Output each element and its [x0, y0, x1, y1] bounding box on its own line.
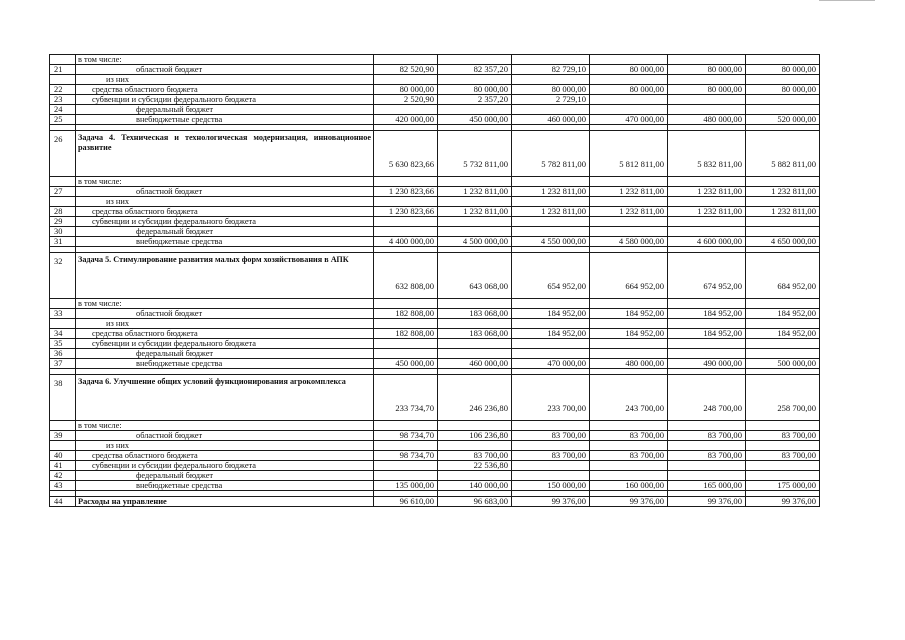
amount-cell-5	[668, 339, 746, 349]
row-description: субвенции и субсидии федерального бюджета	[76, 461, 374, 471]
row-description: областной бюджет	[76, 309, 374, 319]
table-row	[50, 481, 820, 491]
row-number	[50, 319, 76, 329]
amount-cell-2	[438, 105, 512, 115]
amount-cell-3: 233 700,00	[512, 375, 590, 421]
row-description: средства областного бюджета	[76, 207, 374, 217]
amount-cell-3: 80 000,00	[512, 85, 590, 95]
row-description: федеральный бюджет	[76, 349, 374, 359]
amount-cell-2: 643 068,00	[438, 253, 512, 299]
amount-cell-6	[746, 217, 820, 227]
row-description: Задача 5. Стимулирование развития малых форм хозяйствования в АПК	[76, 253, 374, 299]
amount-cell-6: 500 000,00	[746, 359, 820, 369]
row-number: 32	[50, 253, 76, 299]
table-row	[50, 471, 820, 481]
row-description: из них	[76, 197, 374, 207]
amount-cell-5	[668, 349, 746, 359]
amount-cell-4: 83 700,00	[590, 431, 668, 441]
amount-cell-5	[668, 217, 746, 227]
table-row	[50, 55, 820, 65]
amount-cell-4: 243 700,00	[590, 375, 668, 421]
amount-cell-5	[668, 197, 746, 207]
table-row	[50, 115, 820, 125]
row-description: в том числе:	[76, 421, 374, 431]
amount-cell-3	[512, 55, 590, 65]
row-description: внебюджетные средства	[76, 237, 374, 247]
row-description: федеральный бюджет	[76, 105, 374, 115]
amount-cell-6	[746, 95, 820, 105]
amount-cell-2: 83 700,00	[438, 451, 512, 461]
row-description: Задача 6. Улучшение общих условий функционирования агрокомплекса	[76, 375, 374, 421]
amount-cell-1	[374, 441, 438, 451]
amount-cell-6	[746, 461, 820, 471]
row-number: 42	[50, 471, 76, 481]
amount-cell-4	[590, 75, 668, 85]
amount-cell-6	[746, 197, 820, 207]
task-row	[50, 131, 820, 177]
table-row	[50, 207, 820, 217]
row-description: внебюджетные средства	[76, 115, 374, 125]
amount-cell-4	[590, 197, 668, 207]
amount-cell-5: 4 600 000,00	[668, 237, 746, 247]
table-row	[50, 349, 820, 359]
table-row	[50, 105, 820, 115]
row-number: 24	[50, 105, 76, 115]
amount-cell-2: 450 000,00	[438, 115, 512, 125]
amount-cell-2	[438, 217, 512, 227]
amount-cell-1: 182 808,00	[374, 309, 438, 319]
amount-cell-4	[590, 95, 668, 105]
table-row	[50, 421, 820, 431]
amount-cell-3	[512, 421, 590, 431]
amount-cell-1: 1 230 823,66	[374, 207, 438, 217]
amount-cell-1	[374, 227, 438, 237]
amount-cell-6: 5 882 811,00	[746, 131, 820, 177]
amount-cell-6	[746, 441, 820, 451]
table-row	[50, 431, 820, 441]
row-description: внебюджетные средства	[76, 359, 374, 369]
row-number: 21	[50, 65, 76, 75]
row-description: средства областного бюджета	[76, 85, 374, 95]
row-description: средства областного бюджета	[76, 329, 374, 339]
row-number: 29	[50, 217, 76, 227]
amount-cell-1: 4 400 000,00	[374, 237, 438, 247]
amount-cell-2: 140 000,00	[438, 481, 512, 491]
row-number: 34	[50, 329, 76, 339]
amount-cell-2	[438, 421, 512, 431]
amount-cell-5	[668, 441, 746, 451]
row-number: 41	[50, 461, 76, 471]
amount-cell-2: 4 500 000,00	[438, 237, 512, 247]
row-number: 39	[50, 431, 76, 441]
amount-cell-6: 80 000,00	[746, 65, 820, 75]
row-number: 37	[50, 359, 76, 369]
amount-cell-3: 1 232 811,00	[512, 207, 590, 217]
amount-cell-4: 99 376,00	[590, 497, 668, 507]
amount-cell-6: 1 232 811,00	[746, 207, 820, 217]
amount-cell-4: 470 000,00	[590, 115, 668, 125]
amount-cell-4: 80 000,00	[590, 85, 668, 95]
amount-cell-2	[438, 471, 512, 481]
amount-cell-3: 99 376,00	[512, 497, 590, 507]
row-number: 23	[50, 95, 76, 105]
amount-cell-5: 1 232 811,00	[668, 187, 746, 197]
amount-cell-2: 96 683,00	[438, 497, 512, 507]
amount-cell-3: 184 952,00	[512, 309, 590, 319]
table-row	[50, 339, 820, 349]
amount-cell-3	[512, 299, 590, 309]
amount-cell-2	[438, 227, 512, 237]
amount-cell-4	[590, 177, 668, 187]
amount-cell-2: 246 236,80	[438, 375, 512, 421]
amount-cell-1: 450 000,00	[374, 359, 438, 369]
amount-cell-4	[590, 217, 668, 227]
amount-cell-5: 480 000,00	[668, 115, 746, 125]
amount-cell-5: 248 700,00	[668, 375, 746, 421]
amount-cell-6	[746, 339, 820, 349]
table-row	[50, 329, 820, 339]
table-row	[50, 461, 820, 471]
amount-cell-5	[668, 95, 746, 105]
amount-cell-2	[438, 299, 512, 309]
amount-cell-4: 480 000,00	[590, 359, 668, 369]
amount-cell-1	[374, 75, 438, 85]
amount-cell-2: 1 232 811,00	[438, 187, 512, 197]
amount-cell-5: 5 832 811,00	[668, 131, 746, 177]
amount-cell-1	[374, 349, 438, 359]
amount-cell-4	[590, 319, 668, 329]
amount-cell-6: 1 232 811,00	[746, 187, 820, 197]
row-description: федеральный бюджет	[76, 471, 374, 481]
amount-cell-5	[668, 227, 746, 237]
amount-cell-4: 80 000,00	[590, 65, 668, 75]
amount-cell-3: 184 952,00	[512, 329, 590, 339]
amount-cell-2: 82 357,20	[438, 65, 512, 75]
amount-cell-1	[374, 471, 438, 481]
amount-cell-5	[668, 105, 746, 115]
row-description: в том числе:	[76, 177, 374, 187]
amount-cell-3: 82 729,10	[512, 65, 590, 75]
table-row	[50, 309, 820, 319]
amount-cell-2: 2 357,20	[438, 95, 512, 105]
amount-cell-5	[668, 299, 746, 309]
amount-cell-1	[374, 55, 438, 65]
amount-cell-5: 490 000,00	[668, 359, 746, 369]
amount-cell-6	[746, 177, 820, 187]
row-number	[50, 177, 76, 187]
amount-cell-5	[668, 471, 746, 481]
row-description: областной бюджет	[76, 431, 374, 441]
amount-cell-4	[590, 105, 668, 115]
amount-cell-3: 654 952,00	[512, 253, 590, 299]
row-description: субвенции и субсидии федерального бюджета	[76, 217, 374, 227]
row-number	[50, 55, 76, 65]
row-number	[50, 75, 76, 85]
amount-cell-3: 83 700,00	[512, 451, 590, 461]
amount-cell-6: 83 700,00	[746, 431, 820, 441]
table-row	[50, 227, 820, 237]
amount-cell-3	[512, 177, 590, 187]
amount-cell-4	[590, 227, 668, 237]
amount-cell-3: 5 782 811,00	[512, 131, 590, 177]
amount-cell-1	[374, 319, 438, 329]
table-row	[50, 451, 820, 461]
amount-cell-1: 420 000,00	[374, 115, 438, 125]
amount-cell-5: 80 000,00	[668, 85, 746, 95]
amount-cell-5: 184 952,00	[668, 329, 746, 339]
page-edge-mark	[819, 0, 875, 1]
amount-cell-5: 184 952,00	[668, 309, 746, 319]
amount-cell-1	[374, 105, 438, 115]
amount-cell-6	[746, 55, 820, 65]
amount-cell-3: 460 000,00	[512, 115, 590, 125]
amount-cell-3: 4 550 000,00	[512, 237, 590, 247]
amount-cell-2	[438, 441, 512, 451]
row-number: 22	[50, 85, 76, 95]
amount-cell-2: 22 536,80	[438, 461, 512, 471]
amount-cell-3	[512, 461, 590, 471]
row-number: 35	[50, 339, 76, 349]
row-description: средства областного бюджета	[76, 451, 374, 461]
amount-cell-5	[668, 75, 746, 85]
amount-cell-4: 184 952,00	[590, 329, 668, 339]
row-description: из них	[76, 75, 374, 85]
amount-cell-1: 98 734,70	[374, 431, 438, 441]
amount-cell-6	[746, 227, 820, 237]
amount-cell-6	[746, 349, 820, 359]
row-description: внебюджетные средства	[76, 481, 374, 491]
amount-cell-3: 470 000,00	[512, 359, 590, 369]
amount-cell-2: 106 236,80	[438, 431, 512, 441]
amount-cell-1: 96 610,00	[374, 497, 438, 507]
amount-cell-1	[374, 177, 438, 187]
table-row	[50, 299, 820, 309]
row-description: федеральный бюджет	[76, 227, 374, 237]
row-description: в том числе:	[76, 55, 374, 65]
row-number: 40	[50, 451, 76, 461]
amount-cell-4	[590, 339, 668, 349]
amount-cell-2: 1 232 811,00	[438, 207, 512, 217]
row-number	[50, 299, 76, 309]
table-row	[50, 187, 820, 197]
row-number	[50, 421, 76, 431]
amount-cell-1: 80 000,00	[374, 85, 438, 95]
amount-cell-3	[512, 349, 590, 359]
budget-table-body	[50, 55, 820, 507]
amount-cell-6	[746, 471, 820, 481]
row-description: Расходы на управление	[76, 497, 374, 507]
task-row	[50, 253, 820, 299]
amount-cell-3	[512, 319, 590, 329]
table-row	[50, 217, 820, 227]
amount-cell-6	[746, 105, 820, 115]
row-number: 36	[50, 349, 76, 359]
amount-cell-6: 4 650 000,00	[746, 237, 820, 247]
table-row	[50, 237, 820, 247]
amount-cell-3	[512, 441, 590, 451]
amount-cell-1: 1 230 823,66	[374, 187, 438, 197]
table-row	[50, 85, 820, 95]
amount-cell-1: 233 734,70	[374, 375, 438, 421]
amount-cell-2	[438, 197, 512, 207]
table-row	[50, 65, 820, 75]
amount-cell-2	[438, 339, 512, 349]
amount-cell-3	[512, 197, 590, 207]
amount-cell-5: 80 000,00	[668, 65, 746, 75]
amount-cell-2: 5 732 811,00	[438, 131, 512, 177]
amount-cell-5	[668, 319, 746, 329]
row-description: в том числе:	[76, 299, 374, 309]
row-number: 30	[50, 227, 76, 237]
row-number: 27	[50, 187, 76, 197]
amount-cell-1: 182 808,00	[374, 329, 438, 339]
amount-cell-6	[746, 75, 820, 85]
amount-cell-1: 632 808,00	[374, 253, 438, 299]
amount-cell-3	[512, 105, 590, 115]
row-description: субвенции и субсидии федерального бюджета	[76, 95, 374, 105]
amount-cell-5: 99 376,00	[668, 497, 746, 507]
row-number: 25	[50, 115, 76, 125]
table-row	[50, 95, 820, 105]
amount-cell-5: 165 000,00	[668, 481, 746, 491]
table-row	[50, 497, 820, 507]
amount-cell-1	[374, 421, 438, 431]
amount-cell-4: 160 000,00	[590, 481, 668, 491]
table-row	[50, 197, 820, 207]
amount-cell-6: 684 952,00	[746, 253, 820, 299]
amount-cell-3: 150 000,00	[512, 481, 590, 491]
row-number: 26	[50, 131, 76, 177]
amount-cell-4	[590, 461, 668, 471]
amount-cell-2: 183 068,00	[438, 329, 512, 339]
amount-cell-4: 1 232 811,00	[590, 187, 668, 197]
row-number: 38	[50, 375, 76, 421]
amount-cell-5	[668, 55, 746, 65]
amount-cell-3	[512, 217, 590, 227]
row-number: 28	[50, 207, 76, 217]
row-description: субвенции и субсидии федерального бюджета	[76, 339, 374, 349]
amount-cell-3: 2 729,10	[512, 95, 590, 105]
amount-cell-4	[590, 55, 668, 65]
amount-cell-4	[590, 471, 668, 481]
amount-cell-4: 83 700,00	[590, 451, 668, 461]
amount-cell-5: 83 700,00	[668, 431, 746, 441]
amount-cell-6: 99 376,00	[746, 497, 820, 507]
amount-cell-5: 674 952,00	[668, 253, 746, 299]
budget-table	[49, 54, 820, 507]
amount-cell-2: 183 068,00	[438, 309, 512, 319]
amount-cell-6: 258 700,00	[746, 375, 820, 421]
amount-cell-2: 80 000,00	[438, 85, 512, 95]
row-description: областной бюджет	[76, 187, 374, 197]
amount-cell-6: 83 700,00	[746, 451, 820, 461]
amount-cell-2: 460 000,00	[438, 359, 512, 369]
amount-cell-4: 4 580 000,00	[590, 237, 668, 247]
task-row	[50, 375, 820, 421]
amount-cell-1: 135 000,00	[374, 481, 438, 491]
row-number: 33	[50, 309, 76, 319]
table-row	[50, 441, 820, 451]
row-description: областной бюджет	[76, 65, 374, 75]
row-number	[50, 197, 76, 207]
row-number: 31	[50, 237, 76, 247]
amount-cell-3	[512, 471, 590, 481]
row-number: 43	[50, 481, 76, 491]
amount-cell-1: 98 734,70	[374, 451, 438, 461]
amount-cell-6	[746, 319, 820, 329]
amount-cell-3	[512, 339, 590, 349]
table-row	[50, 75, 820, 85]
amount-cell-6	[746, 299, 820, 309]
row-number: 44	[50, 497, 76, 507]
amount-cell-1: 5 630 823,66	[374, 131, 438, 177]
amount-cell-6: 520 000,00	[746, 115, 820, 125]
amount-cell-6: 184 952,00	[746, 329, 820, 339]
amount-cell-6: 80 000,00	[746, 85, 820, 95]
table-row	[50, 319, 820, 329]
amount-cell-3: 83 700,00	[512, 431, 590, 441]
amount-cell-1	[374, 197, 438, 207]
amount-cell-2	[438, 55, 512, 65]
row-description: из них	[76, 319, 374, 329]
amount-cell-4: 184 952,00	[590, 309, 668, 319]
amount-cell-5: 83 700,00	[668, 451, 746, 461]
amount-cell-4: 664 952,00	[590, 253, 668, 299]
amount-cell-5: 1 232 811,00	[668, 207, 746, 217]
amount-cell-4: 1 232 811,00	[590, 207, 668, 217]
amount-cell-4	[590, 349, 668, 359]
amount-cell-2	[438, 319, 512, 329]
amount-cell-2	[438, 177, 512, 187]
amount-cell-4	[590, 299, 668, 309]
amount-cell-5	[668, 461, 746, 471]
amount-cell-4	[590, 441, 668, 451]
amount-cell-1	[374, 217, 438, 227]
amount-cell-1	[374, 461, 438, 471]
amount-cell-3	[512, 227, 590, 237]
amount-cell-2	[438, 75, 512, 85]
amount-cell-3	[512, 75, 590, 85]
amount-cell-6	[746, 421, 820, 431]
amount-cell-3: 1 232 811,00	[512, 187, 590, 197]
amount-cell-4	[590, 421, 668, 431]
amount-cell-4: 5 812 811,00	[590, 131, 668, 177]
row-description: Задача 4. Техническая и технологическая модернизация, инновационное развитие	[76, 131, 374, 177]
amount-cell-5	[668, 177, 746, 187]
amount-cell-1: 82 520,90	[374, 65, 438, 75]
amount-cell-2	[438, 349, 512, 359]
amount-cell-6: 184 952,00	[746, 309, 820, 319]
row-number	[50, 441, 76, 451]
amount-cell-6: 175 000,00	[746, 481, 820, 491]
amount-cell-5	[668, 421, 746, 431]
amount-cell-1: 2 520,90	[374, 95, 438, 105]
row-description: из них	[76, 441, 374, 451]
table-row	[50, 177, 820, 187]
amount-cell-1	[374, 339, 438, 349]
amount-cell-1	[374, 299, 438, 309]
table-row	[50, 359, 820, 369]
